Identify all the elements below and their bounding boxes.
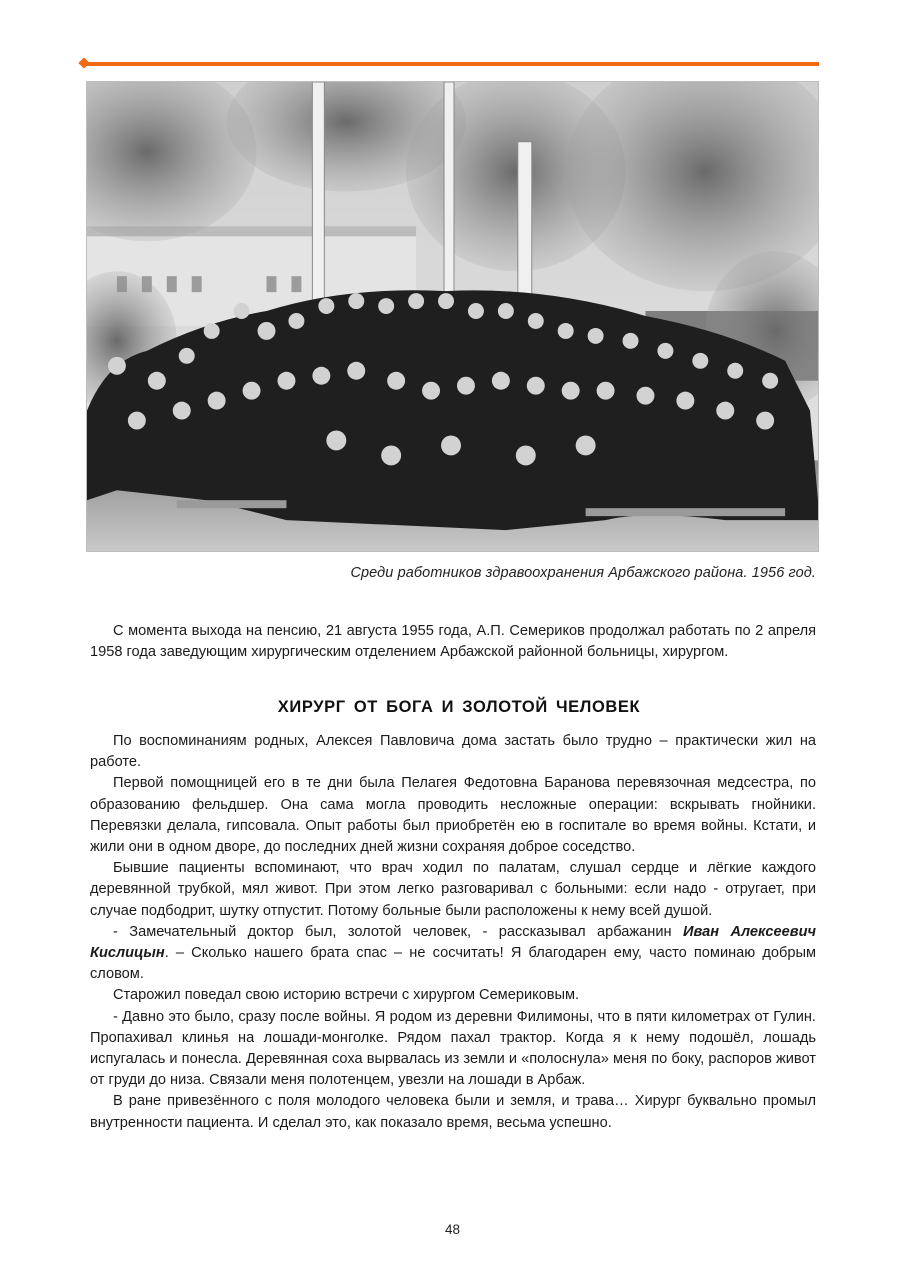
photo-caption: Среди работников здравоохранения Арбажского района. 1956 год. (350, 565, 816, 581)
group-photo (86, 81, 819, 552)
group-photo-illustration (87, 82, 818, 551)
paragraph: Старожил поведал свою историю встречи с хирургом Семериковым. (113, 987, 580, 1004)
quoted-person-name: Иван Алексеевич Кислицын (90, 923, 816, 962)
intro-paragraph: С момента выхода на пенсию, 21 августа 1955 года, А.П. Семериков продолжал работать по 2 апреля 1958 года заведующим хирургическим отделением Арбажской районной больницы, хирургом. (90, 623, 816, 661)
paragraph: Первой помощницей его в те дни была Пелагея Федотовна Баранова перевязочная медсестра, по образованию фельдшер. Она сама могла проводить несложные операции: вскрывать гнойники. Перевязки делала, гипсовала. Опыт работы был приобретён ею в госпитале во время войны. Кстати, и жили они в одном дворе, до последних дней жизни сохраняя доброе соседство. (90, 775, 816, 856)
paragraph: Бывшие пациенты вспоминают, что врач ходил по палатам, слушал сердце и лёгкие каждого деревянной трубкой, мял живот. При этом легко разговаривал с больными: если надо - отругает, при случае подбодрит, шутку отпустит. Потому больные были расположены к нему всей душой. (90, 860, 816, 919)
intro-paragraph-block (90, 621, 816, 663)
paragraph: По воспоминаниям родных, Алексея Павловича дома застать было трудно – практически жил на работе. (90, 733, 816, 771)
quote-text-before: - Замечательный доктор был, золотой человек, - рассказывал арбажанин (113, 923, 683, 940)
quote-text-after: . – Сколько нашего брата спас – не сосчитать! Я благодарен ему, часто поминаю добрым словом. (90, 945, 816, 983)
section-body (90, 731, 816, 1134)
section-heading: ХИРУРГ ОТ БОГА И ЗОЛОТОЙ ЧЕЛОВЕК (277, 698, 641, 716)
page-number: 48 (444, 1222, 461, 1237)
paragraph: В ране привезённого с поля молодого человека были и земля, и трава… Хирург буквально промыл внутренности пациента. И сделал это, как показало время, весьма успешно. (90, 1093, 816, 1131)
quote-paragraph (90, 922, 816, 986)
paragraph: - Давно это было, сразу после войны. Я родом из деревни Филимоны, что в пяти километрах от Гулин. Пропахивал клинья на лошади-монголке. Рядом пахал трактор. Когда я к нему подошёл, лошадь испугалась и понесла. Деревянная соха вырвалась из земли и «полоснула» меня по боку, распоров живот от груди до низа. Связали меня полотенцем, увезли на лошади в Арбаж. (90, 1008, 816, 1089)
bench (177, 500, 287, 508)
header-rule (86, 62, 819, 66)
